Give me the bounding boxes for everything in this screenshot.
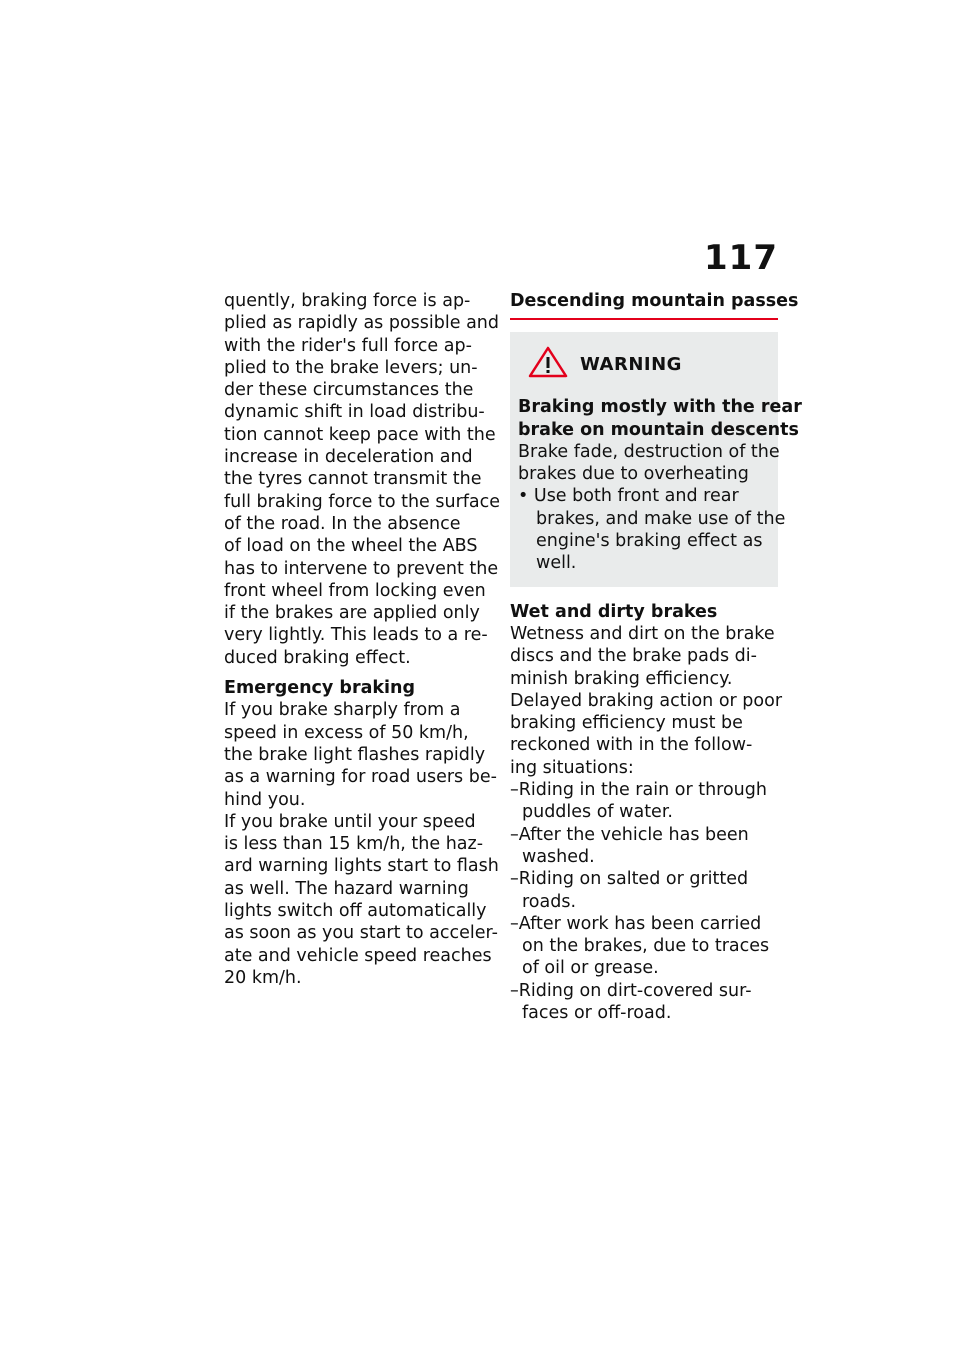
paragraph-line: of load on the wheel the ABS [224,536,478,557]
warning-bullet-line: • Use both front and rear [518,486,739,507]
warning-triangle-icon [528,346,580,384]
page-number: 117 [704,238,778,278]
paragraph-line: Wetness and dirt on the brake [510,623,775,644]
paragraph-line: quently, braking force is ap- [224,291,471,311]
paragraph-line: of the road. In the absence [224,513,461,534]
paragraph-line: full braking force to the surface [224,491,501,512]
warning-label: WARNING [580,354,682,375]
paragraph-line: the tyres cannot transmit the [224,469,482,490]
paragraph-line: as well. The hazard warning [224,878,469,899]
list-item-line: –Riding in the rain or through [510,780,767,801]
warning-body-line: Brake fade, destruction of the [518,441,780,462]
paragraph-line: Delayed braking action or poor [510,690,783,711]
paragraph-line: ard warning lights start to flash [224,856,499,877]
list-item-line: roads. [522,891,577,912]
list-item-line: –After work has been carried [510,913,762,934]
intro-paragraph [224,290,501,669]
paragraph-line: plied as rapidly as possible and [224,313,499,334]
emergency-braking-heading: Emergency braking [224,678,416,699]
paragraph-line: is less than 15 km/h, the haz- [224,834,484,855]
paragraph-line: tion cannot keep pace with the [224,424,496,445]
paragraph-line: minish braking efficiency. [510,668,733,689]
warning-body-line: brakes due to overheating [518,464,749,485]
list-item-line: on the brakes, due to traces [522,936,770,957]
wet-brakes-heading: Wet and dirty brakes [510,601,718,622]
paragraph-line: 20 km/h. [224,967,302,988]
list-item [510,980,778,1025]
warning-heading-line: brake on mountain descents [518,419,799,440]
list-item-line: faces or off-road. [522,1003,672,1024]
wet-brakes-paragraph [510,623,783,779]
list-item [510,868,778,913]
list-item-line: washed. [522,846,595,867]
paragraph-line: as a warning for road users be- [224,767,497,788]
paragraph-line: lights switch off automatically [224,901,487,922]
warning-heading-line: Braking mostly with the rear [518,397,802,418]
paragraph-line: very lightly. This leads to a re- [224,625,488,646]
paragraph-line: If you brake sharply from a [224,700,461,721]
paragraph-line: der these circumstances the [224,380,474,401]
list-item-line: –Riding on salted or gritted [510,869,749,890]
paragraph-line: duced braking effect. [224,647,411,668]
paragraph-line: speed in excess of 50 km/h, [224,722,469,743]
list-item [510,824,778,869]
paragraph-line: reckoned with in the follow- [510,735,753,756]
warning-box [510,332,802,587]
warning-bullet-line: brakes, and make use of the [536,508,786,529]
paragraph-line: braking efficiency must be [510,713,743,734]
emergency-braking-paragraph [224,699,499,989]
paragraph-line: If you brake until your speed [224,811,476,832]
paragraph-line: the brake light flashes rapidly [224,744,486,765]
list-item-line: of oil or grease. [522,958,659,979]
paragraph-line: plied to the brake levers; un- [224,357,478,378]
paragraph-line: with the rider's full force ap- [224,335,472,356]
situation-list [510,779,778,1024]
paragraph-line: increase in deceleration and [224,447,473,468]
paragraph-line: front wheel from locking even [224,580,486,601]
paragraph-line: ate and vehicle speed reaches [224,945,492,966]
left-column [224,290,501,989]
list-item [510,779,778,824]
warning-header [528,346,770,384]
paragraph-line: dynamic shift in load distribu- [224,402,485,423]
list-item [510,913,778,980]
paragraph-line: has to intervene to prevent the [224,558,499,579]
warning-bullet-line: engine's braking effect as [536,531,763,552]
right-column [510,290,802,1024]
paragraph-line: ing situations: [510,757,634,778]
paragraph-line: discs and the brake pads di- [510,646,757,667]
warning-bullet-line: well. [536,553,577,574]
list-item-line: –After the vehicle has been [510,824,749,845]
section-title: Descending mountain passes [510,290,778,320]
paragraph-line: if the brakes are applied only [224,603,480,624]
list-item-line: –Riding on dirt-covered sur- [510,980,752,1001]
list-item-line: puddles of water. [522,802,673,823]
paragraph-line: as soon as you start to acceler- [224,923,498,944]
paragraph-line: hind you. [224,789,306,810]
